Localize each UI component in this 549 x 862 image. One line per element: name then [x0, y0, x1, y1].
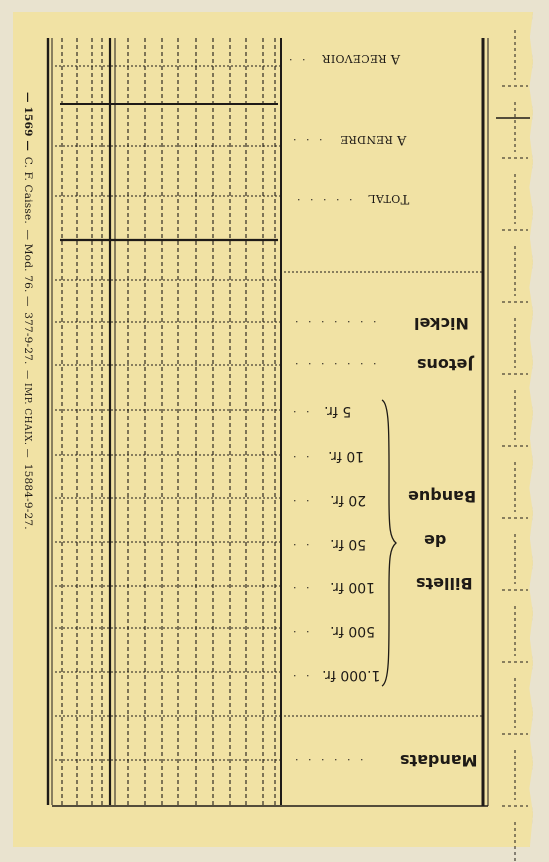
- leader-dots: . . . . . .: [292, 756, 364, 769]
- row-label-a-rendre: A RENDRE: [340, 132, 407, 147]
- denomination-label: 10 fr.: [328, 448, 365, 464]
- leader-dots: . .: [290, 408, 310, 421]
- leader-dots: . .: [290, 541, 310, 554]
- leader-dots: . . .: [290, 136, 323, 149]
- row-label-nickel: Nickel: [414, 314, 469, 333]
- denomination-label: 100 fr.: [330, 579, 376, 595]
- printer-imprint: — 1569 — C. F. Caisse. — Mod. 76. — 377-9-27. — IMP. CHAIX. — 15884-9-27.: [22, 92, 34, 530]
- leader-dots: . .: [290, 628, 310, 641]
- leader-dots: . .: [286, 56, 306, 69]
- leader-dots: . . . . .: [294, 196, 353, 209]
- denomination-label: 20 fr.: [330, 492, 367, 508]
- denomination-label: 500 fr.: [330, 623, 376, 639]
- row-label-a-recevoir: A RECEVOIR: [322, 51, 401, 66]
- row-label-mandats: Mandats: [400, 751, 478, 770]
- leader-dots: . .: [290, 584, 310, 597]
- grouping-brace: [380, 398, 398, 688]
- leader-dots: . .: [290, 453, 310, 466]
- group-label-billets: Billets: [416, 574, 473, 593]
- leader-dots: . . . . . . .: [292, 360, 377, 373]
- grid-lines: [48, 30, 530, 862]
- denomination-label: 1.000 fr.: [322, 667, 381, 683]
- denomination-label: 5 fr.: [324, 403, 352, 419]
- denomination-label: 50 fr.: [330, 536, 367, 552]
- group-label-banque: Banque: [408, 487, 477, 506]
- row-label-total: TOTAL: [368, 191, 410, 206]
- leader-dots: . . . . . . .: [292, 318, 377, 331]
- group-label-de: de: [424, 531, 447, 550]
- leader-dots: . .: [290, 672, 310, 685]
- leader-dots: . .: [290, 497, 310, 510]
- row-label-jetons: Jetons: [417, 355, 474, 374]
